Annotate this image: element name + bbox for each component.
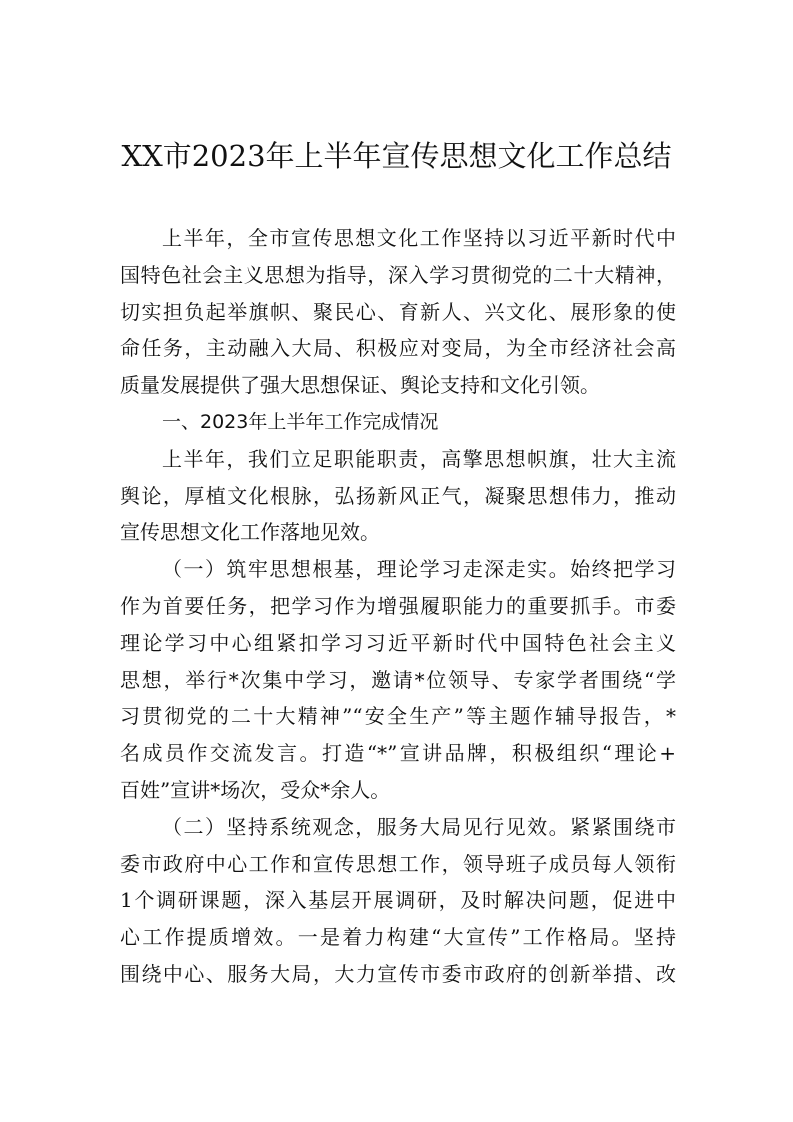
paragraph-line: 习贯彻党的二十大精神”“安全生产”等主题作辅导报告，*	[120, 704, 676, 729]
paragraph-line: 委市政府中心工作和宣传思想工作，领导班子成员每人领衔	[120, 851, 676, 876]
paragraph-line: 作为首要任务，把学习作为增强履职能力的重要抓手。市委	[120, 593, 676, 618]
paragraph-line: （二）坚持系统观念，服务大局见行见效。紧紧围绕市	[162, 814, 676, 839]
paragraph-line: 宣传思想文化工作落地见效。	[120, 520, 380, 545]
paragraph-line: 思想，举行*次集中学习，邀请*位领导、专家学者围绕“学	[120, 667, 676, 692]
section-intro-paragraph	[120, 441, 676, 551]
section-heading: 一、2023年上半年工作完成情况	[162, 410, 439, 433]
paragraph-line: 名成员作交流发言。打造“*”宣讲品牌，积极组织“理论+	[120, 741, 676, 766]
document-body	[120, 220, 676, 993]
paragraph-line: （一）筑牢思想根基，理论学习走深走实。始终把学习	[162, 557, 676, 582]
document-title: XX市2023年上半年宣传思想文化工作总结	[121, 139, 672, 173]
paragraph-line: 理论学习中心组紧扣学习习近平新时代中国特色社会主义	[120, 630, 676, 655]
paragraph-line: 上半年，我们立足职能职责，高擎思想帜旗，壮大主流	[162, 446, 676, 471]
paragraph-line: 1个调研课题，深入基层开展调研，及时解决问题，促进中	[120, 888, 676, 913]
intro-paragraph	[120, 220, 676, 404]
paragraph-line: 围绕中心、服务大局，大力宣传市委市政府的创新举措、改	[120, 961, 676, 986]
paragraph-line: 心工作提质增效。一是着力构建“大宣传”工作格局。坚持	[120, 925, 676, 950]
paragraph-line: 质量发展提供了强大思想保证、舆论支持和文化引领。	[120, 373, 600, 398]
paragraph-line: 命任务，主动融入大局、积极应对变局，为全市经济社会高	[120, 336, 676, 361]
paragraph-line: 切实担负起举旗帜、聚民心、育新人、兴文化、展形象的使	[120, 299, 676, 324]
paragraph-line: 国特色社会主义思想为指导，深入学习贯彻党的二十大精神，	[120, 262, 676, 287]
paragraph-line: 上半年，全市宣传思想文化工作坚持以习近平新时代中	[162, 226, 676, 250]
paragraph-line: 百姓”宣讲*场次，受众*余人。	[120, 777, 391, 802]
paragraph-line: 舆论，厚植文化根脉，弘扬新风正气，凝聚思想伟力，推动	[120, 483, 676, 508]
item-2-paragraph	[120, 809, 676, 993]
item-1-paragraph	[120, 551, 676, 809]
